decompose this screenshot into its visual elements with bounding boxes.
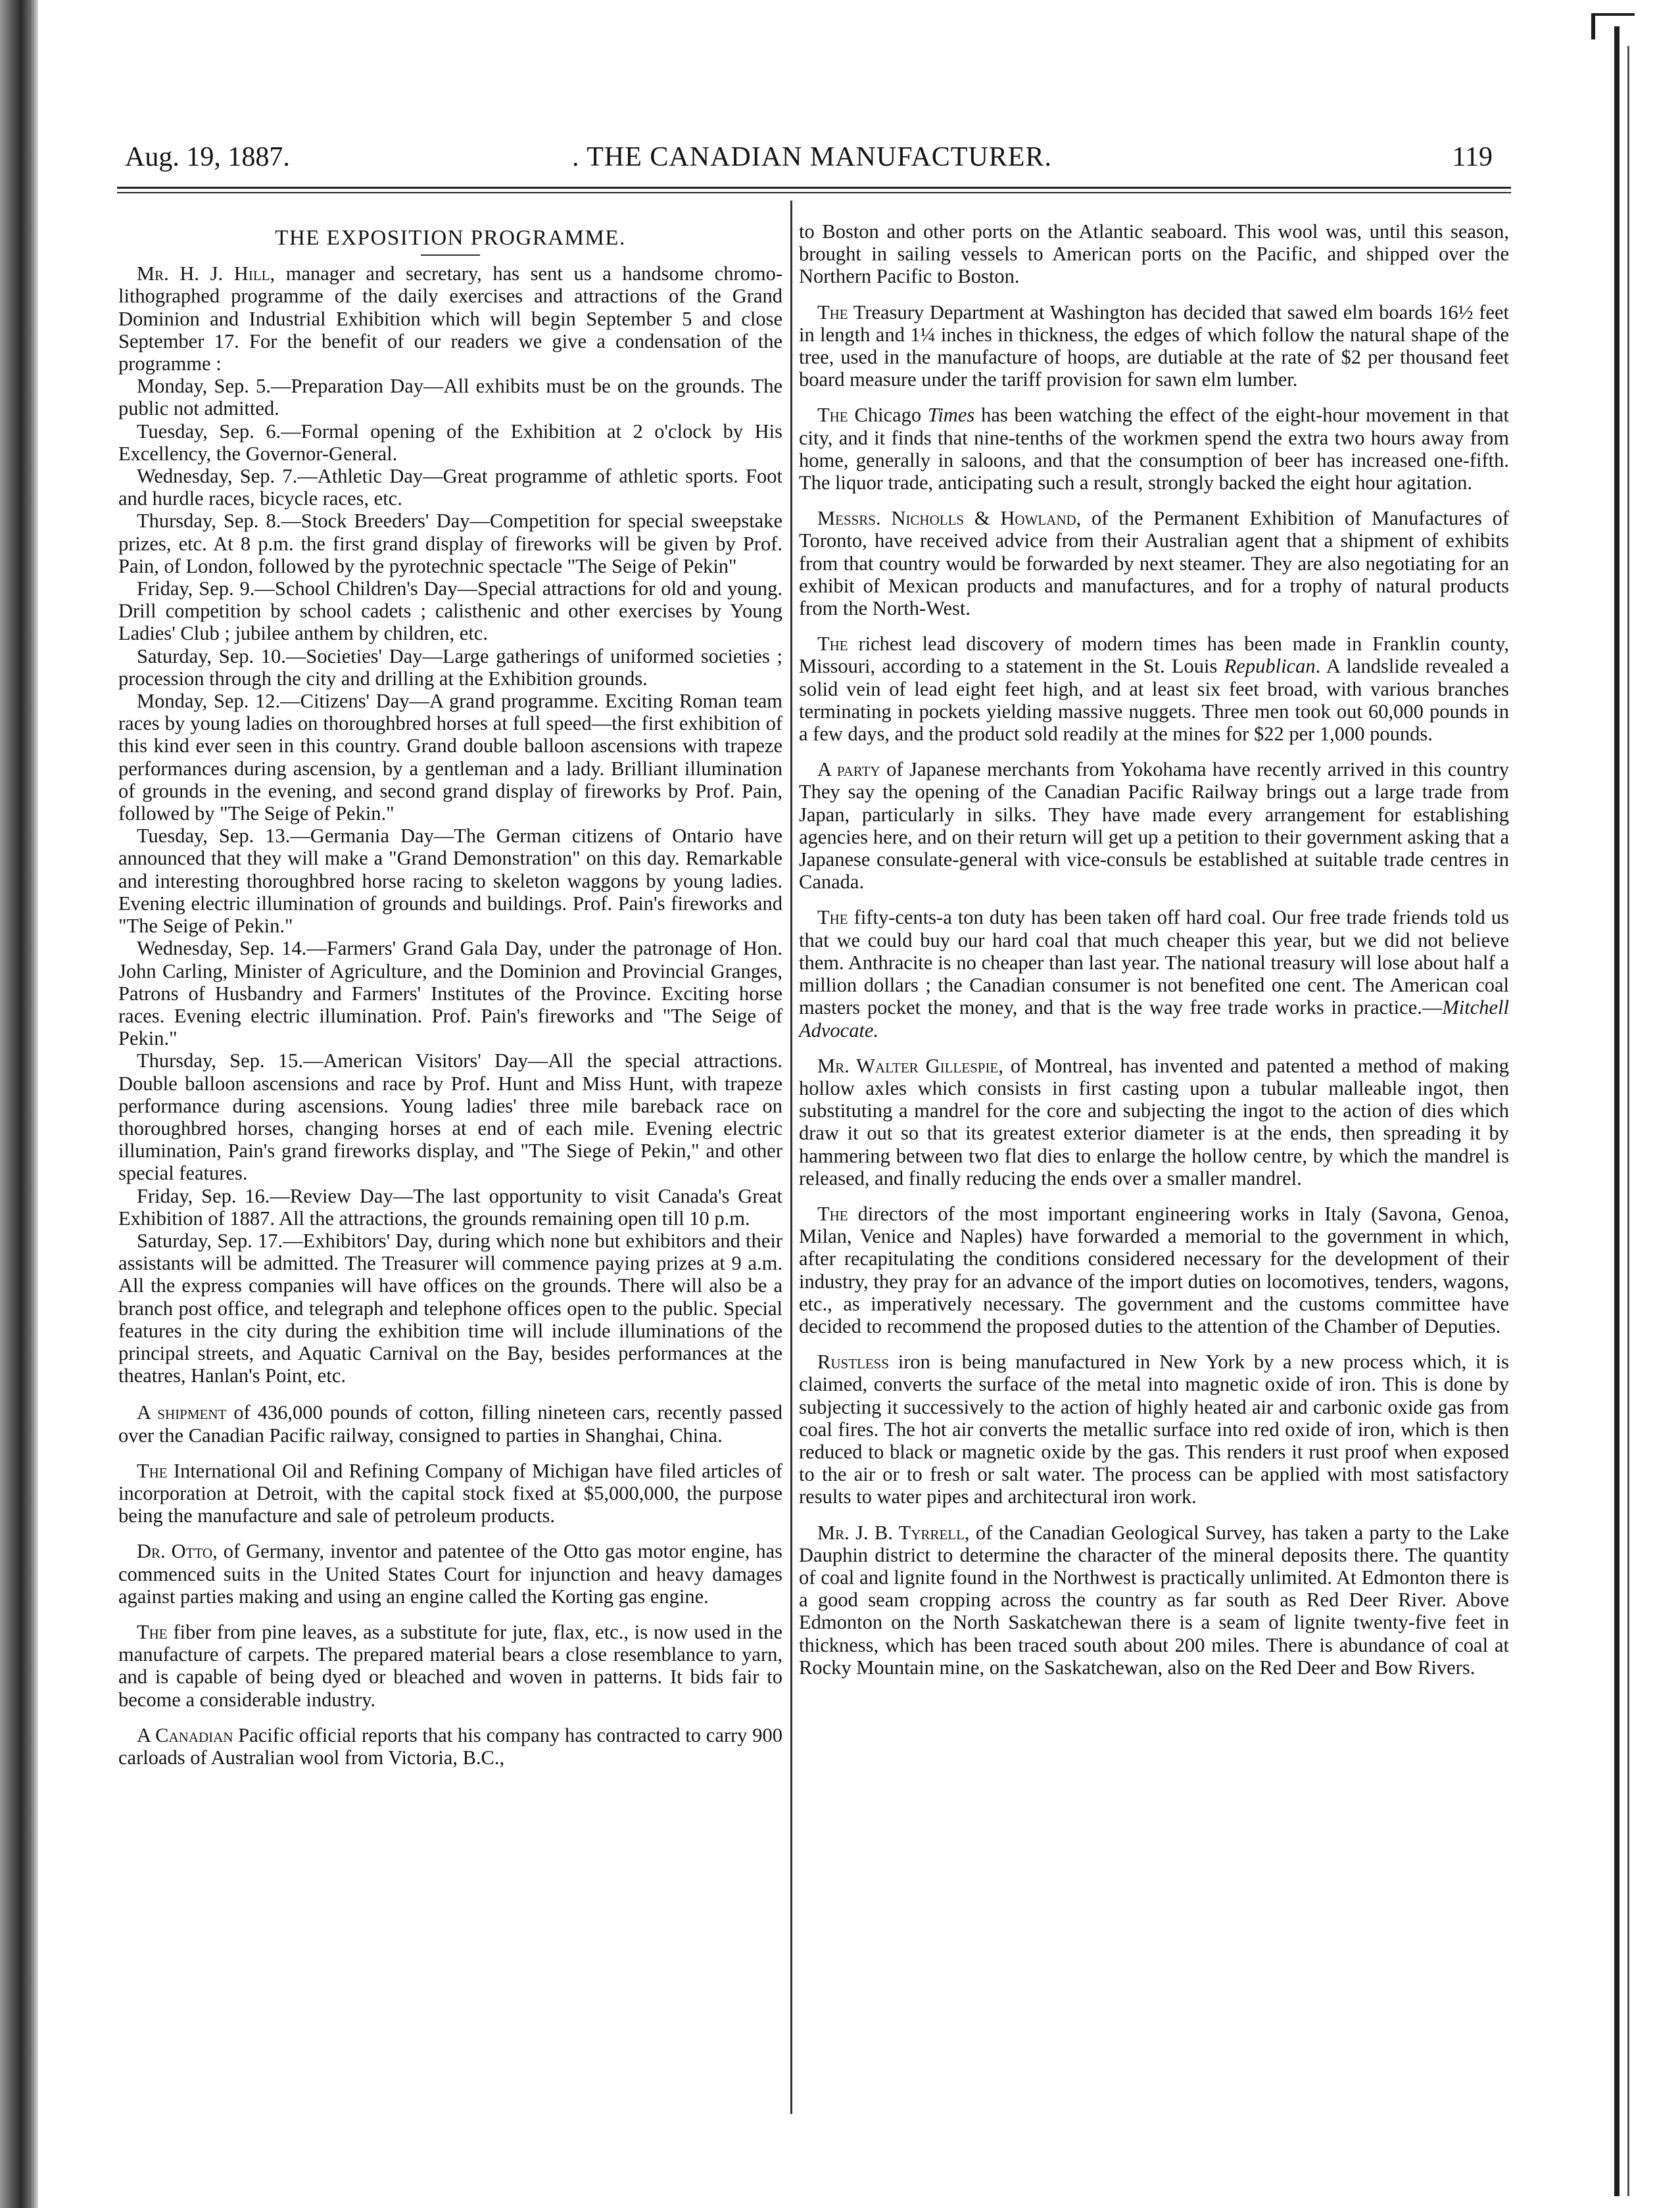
item-text: of 436,000 pounds of cotton, filling nineteen cars, recently passed over the Canadian Pacific railway, consigned to parties in Shanghai, China. <box>118 1401 783 1447</box>
corner-mark <box>1591 13 1635 39</box>
news-item <box>799 633 1509 745</box>
issue-date: Aug. 19, 1887. <box>125 142 290 172</box>
news-item <box>799 404 1509 494</box>
publication-title: . THE CANADIAN MANUFACTURER. <box>572 142 1052 172</box>
item-lead: The <box>137 1620 168 1643</box>
left-column <box>118 227 782 1782</box>
item-text: of the Canadian Geological Survey, has taken a party to the Lake Dauphin district to determine the character of the mineral deposits there. The quantity of coal and lignite found in the Northwest is practically unlimited. At Edmonton there is a good seam cropping across the country as far south as Red Deer River. Above Edmonton on the North Saskatchewan there is a seam of lignite twenty-five feet in thickness, which has been traced south about 200 miles. There is abundance of coal at Rocky Mountain mine, on the Saskatchewan, also on the Red Deer and Bow Rivers. <box>799 1521 1510 1679</box>
item-lead: A Canadian <box>137 1723 233 1746</box>
news-item <box>799 220 1509 288</box>
item-lead: A shipment <box>137 1401 227 1424</box>
item-text: of Japanese merchants from Yokohama have recently arrived in this country They say the opening of the Canadian Pacific Railway brings out a large trade from Japan, particularly in silks. They have made every arrangement for establishing agencies here, and on their return will get up a petition to their government asking that a Japanese consulate-general with vice-consuls be established at suitable trade centres in Canada. <box>799 758 1510 894</box>
programme-day: Saturday, Sep. 17.—Exhibitors' Day, during which none but exhibitors and their assistants will be admitted. The Treasurer will commence paying prizes at 9 a.m. All the express companies will have offices on the grounds. There will also be a branch post office, and telegraph and telephone offices open to the public. Special features in the city during the exhibition time will include illuminations of the principal streets, and Aquatic Carnival on the Bay, besides performances at the theatres, Hanlan's Point, etc. <box>118 1229 782 1387</box>
news-item <box>799 1055 1509 1189</box>
header-rule-bottom <box>117 192 1511 193</box>
item-text: of the Permanent Exhibition of Manufactures of Toronto, have received advice from their Australian agent that a shipment of exhibits from that country would be forwarded by next steamer. They are also negotiating for an exhibit of Mexican products and manufactures, and for a trophy of natural products from the North-West. <box>799 507 1509 620</box>
news-item <box>799 1203 1509 1337</box>
news-item <box>118 1460 782 1527</box>
page-header <box>118 141 1506 181</box>
item-lead: Mr. Walter Gillespie, <box>817 1054 1003 1077</box>
news-item <box>799 1522 1509 1679</box>
programme-day: Thursday, Sep. 8.—Stock Breeders' Day—Competition for special sweepstake prizes, etc. At 8 p.m. the first grand display of fireworks will be given by Prof. Pain, of London, followed by the pyrotechnic spectacle "The Seige of Pekin" <box>118 510 782 577</box>
scan-binding-edge <box>0 0 38 2208</box>
programme-day: Wednesday, Sep. 7.—Athletic Day—Great programme of athletic sports. Foot and hurdle races, bicycle races, etc. <box>118 465 782 510</box>
item-text: Treasury Department at Washington has decided that sawed elm boards 16½ feet in length and 1¼ inches in thickness, the edges of which follow the natural shape of the tree, used in the manufacture of hoops, are dutiable at the rate of $2 per thousand feet board measure under the tariff provision for sawn elm lumber. <box>799 300 1509 391</box>
right-news-items <box>799 220 1509 1679</box>
news-item <box>118 1540 782 1608</box>
news-item <box>799 906 1509 1041</box>
header-rule-top <box>117 187 1511 189</box>
item-text: of Montreal, has invented and patented a method of making hollow axles which consists in first casting upon a tubular malleable ingot, then substituting a mandrel for the core and subjecting the ingot to the action of dies which draw it out so that its greatest exterior diameter is at the ends, then spreading it by hammering between two flat dies to enlarge the hollow centre, by which the mandrel is released, and finally reducing the ends over a smaller mandrel. <box>799 1054 1509 1189</box>
programme-day: Thursday, Sep. 15.—American Visitors' Day—All the special attractions. Double balloon ascensions and race by Prof. Hunt and Miss Hunt, with trapeze performance during ascensions. Young ladies' three mile bareback race on thoroughbred horses, changing horses at end of each mile. Evening electric illumination, Pain's grand fireworks display, and "The Siege of Pekin," and other special features. <box>118 1049 782 1185</box>
item-lead: The <box>817 633 848 656</box>
item-lead: Dr. Otto, <box>137 1540 218 1563</box>
news-item <box>118 1621 782 1711</box>
item-italic: Times <box>928 404 975 427</box>
intro-lead: Mr. H. J. Hill, <box>137 262 276 285</box>
item-lead: Messrs. Nicholls & Howland, <box>817 507 1082 530</box>
item-text: directors of the most important engineering works in Italy (Savona, Genoa, Milan, Venice and Naples) have forwarded a memorial to the government in which, after recapitulating the conditions considered necessary for the development of their industry, they pray for an advance of the import duties on locomotives, tenders, wagons, etc., as imperatively necessary. The government and the customs committee have decided to recommend the proposed duties to the attention of the Chamber of Deputies. <box>799 1202 1509 1337</box>
item-lead: The <box>817 906 848 929</box>
programme-day: Tuesday, Sep. 13.—Germania Day—The German citizens of Ontario have announced that they will make a "Grand Demonstration" on this day. Remarkable and interesting thoroughbred horse racing to skeleton waggons by young ladies. Evening electric illumination of grounds and buildings. Prof. Pain's fireworks and "The Seige of Pekin." <box>118 825 782 938</box>
item-text: fiber from pine leaves, as a substitute for jute, flax, etc., is now used in the manufacture of carpets. The prepared material bears a close resemblance to yarn, and is capable of being dyed or bleached and woven in patterns. It bids fair to become a considerable industry. <box>118 1620 783 1711</box>
programme-day: Friday, Sep. 16.—Review Day—The last opportunity to visit Canada's Great Exhibition of 1887. All the attractions, the grounds remaining open till 10 p.m. <box>118 1184 782 1230</box>
right-margin-rule-thin <box>1627 46 1629 2196</box>
item-text: of Germany, inventor and patentee of the Otto gas motor engine, has commenced suits in the United States Court for injunction and heavy damages against parties making and using an engine called the Korting gas engine. <box>118 1540 783 1608</box>
item-lead: The <box>137 1459 168 1482</box>
item-text: richest lead discovery of modern times has been made in Franklin county, Missouri, according to a statement in the St. Louis <box>799 633 1510 678</box>
right-column <box>799 220 1509 1692</box>
news-item <box>799 507 1509 619</box>
item-text: iron is being manufactured in New York by a new process which, it is claimed, converts the surface of the metal into magnetic oxide of iron. This is done by subjecting it successively to the action of highly heated air and carbonic oxide gas from coal fires. The hot air converts the metallic surface into red oxide of iron, which is then reduced to black or magnetic oxide by the gas. This renders it rust proof when exposed to the air or to fresh or salt water. The process can be applied with most satisfactory results to water pipes and architectural iron work. <box>799 1351 1509 1508</box>
item-lead: The <box>817 300 848 324</box>
programme-days <box>118 375 782 1387</box>
item-text: fifty-cents-a ton duty has been taken off hard coal. Our free trade friends told us that we could buy our hard coal that much cheaper this year, but we did not believe them. Anthracite is no cheaper than last year. The national treasury will lose about half a million dollars ; the Canadian consumer is not benefited one cent. The American coal masters pocket the money, and that is the way free trade works in practice.— <box>799 906 1510 1019</box>
item-italic: Mitchell Advocate. <box>799 996 1509 1042</box>
item-text: Chicago <box>854 404 928 427</box>
programme-day: Saturday, Sep. 10.—Societies' Day—Large gatherings of uniformed societies ; procession through the city and drilling at the Exhibition grounds. <box>118 644 782 690</box>
news-item <box>799 758 1509 893</box>
programme-day: Monday, Sep. 12.—Citizens' Day—A grand programme. Exciting Roman team races by young ladies on thoroughbred horses at full speed—the first exhibition of this kind ever seen in this country. Grand double balloon ascensions with trapeze performances during ascension, by a gentleman and a lady. Brilliant illumination of grounds in the evening, and second grand display of fireworks by Prof. Pain, followed by "The Seige of Pekin." <box>118 690 782 825</box>
item-text: to Boston and other ports on the Atlantic seaboard. This wool was, until this season, brought in sailing vessels to American ports on the Pacific, and shipped over the Northern Pacific to Boston. <box>799 220 1509 288</box>
item-lead: The <box>817 404 848 427</box>
programme-day: Tuesday, Sep. 6.—Formal opening of the Exhibition at 2 o'clock by His Excellency, the Governor-General. <box>118 420 782 465</box>
item-italic: Republican <box>1224 655 1316 678</box>
exposition-heading: THE EXPOSITION PROGRAMME. <box>275 226 626 250</box>
news-item <box>799 301 1509 391</box>
item-lead: Rustless <box>817 1351 890 1374</box>
news-item <box>118 1401 782 1446</box>
heading-rule <box>421 254 480 256</box>
programme-day: Monday, Sep. 5.—Preparation Day—All exhibits must be on the grounds. The public not admitted. <box>118 375 782 420</box>
item-text-cont: has been watching the effect of the eight-hour movement in that city, and it finds that nine-tenths of the workmen spend the extra two hours away from home, generally in saloons, and that the consumption of beer has increased one-fifth. The liquor trade, anticipating such a result, strongly backed the eight hour agitation. <box>799 404 1510 494</box>
item-text: International Oil and Refining Company of Michigan have filed articles of incorporation at Detroit, with the capital stock fixed at $5,000,000, the purpose being the manufacture and sale of petroleum products. <box>118 1459 783 1527</box>
item-text-cont: . A landslide revealed a solid vein of lead eight feet high, and at least six feet broad, with various branches terminating in pockets yielding massive nuggets. Three men took out 60,000 pounds in a few days, and the product sold readily at the mines for $22 per 1,000 pounds. <box>799 655 1509 746</box>
item-lead: Mr. J. B. Tyrrell, <box>817 1521 970 1544</box>
right-margin-rule <box>1614 26 1620 2196</box>
item-text: Pacific official reports that his company has contracted to carry 900 carloads of Australian wool from Victoria, B.C., <box>118 1723 782 1769</box>
programme-day: Friday, Sep. 9.—School Children's Day—Special attractions for old and young. Drill competition by school cadets ; calisthenic and other exercises by Young Ladies' Club ; jubilee anthem by children, etc. <box>118 577 782 645</box>
column-divider <box>790 201 792 2114</box>
exposition-intro <box>118 262 782 375</box>
programme-day: Wednesday, Sep. 14.—Farmers' Grand Gala Day, under the patronage of Hon. John Carling, Minister of Agriculture, and the Dominion and Provincial Granges, Patrons of Husbandry and Farmers' Institutes of the Province. Exciting horse races. Evening electric illumination. Prof. Pain's fireworks and "The Seige of Pekin." <box>118 937 782 1050</box>
intro-text: manager and secretary, has sent us a handsome chromo-lithographed programme of the daily exercises and attractions of the Grand Dominion and Industrial Exhibition which will begin September 5 and close September 17. For the benefit of our readers we give a condensation of the programme : <box>118 262 783 375</box>
page-number: 119 <box>1452 142 1493 172</box>
news-item <box>118 1724 782 1769</box>
left-news-items <box>118 1401 782 1769</box>
item-lead: The <box>817 1202 848 1225</box>
news-item <box>799 1351 1509 1508</box>
item-lead: A party <box>817 758 880 781</box>
